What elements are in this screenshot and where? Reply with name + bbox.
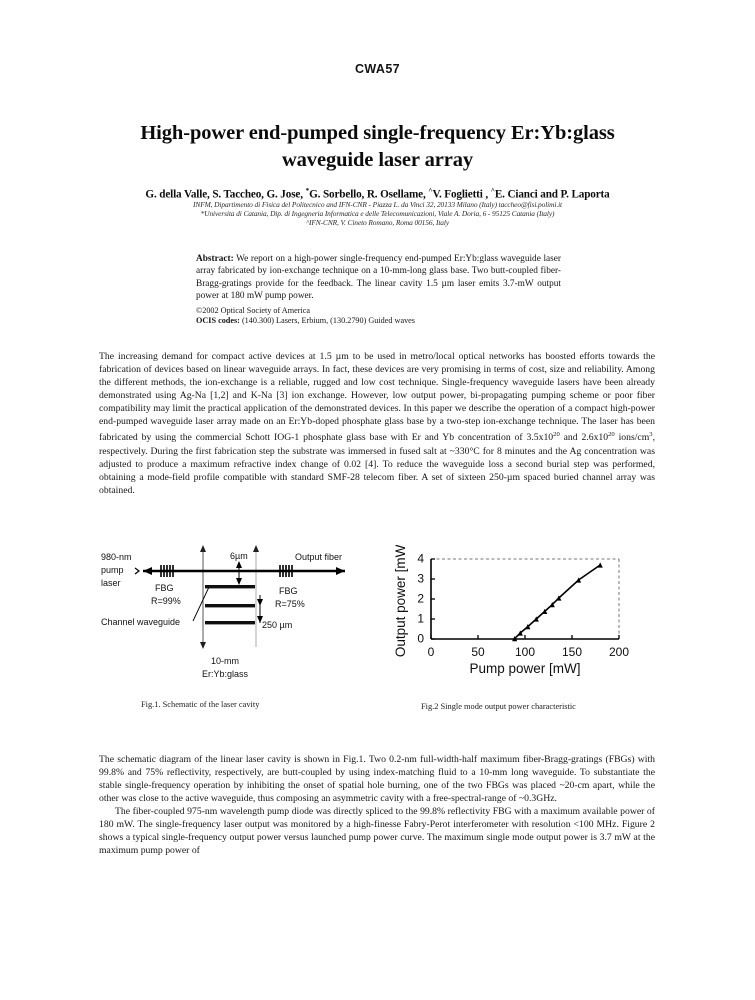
ocis-text: (140.300) Lasers, Erbium, (130.2790) Guided waves — [241, 316, 415, 326]
fig1-label-core-dim: 6µm — [230, 551, 248, 561]
fig1-label-output-fiber: Output fiber — [295, 552, 343, 562]
fig1-label-fbg-right-r: R=75% — [275, 599, 305, 609]
chart-xlabel: Pump power [mW] — [469, 661, 581, 676]
p1-part-b: and 2.6x10 — [559, 432, 609, 444]
fig1-label-base-material: Er:Yb:glass — [202, 669, 249, 679]
p1-part-d: , respectively. During the first fabrication step the substrate was immersed in fused salt at ~330°C for 8 minutes and the Ag concentration was adjusted to produce a maximum refractive index change of 0.02 [4]. To reduce the waveguide loss a second burial step was performed, obtaining a mode-field profile compatible with standard SMF-28 telecom fiber. A set of sixteen 250-µm spaced buried channel array was obtained. — [99, 432, 655, 496]
p1-sup-2: 20 — [608, 431, 615, 439]
fig1-label-base-length: 10-mm — [211, 656, 240, 666]
paragraph-3: The fiber-coupled 975-nm wavelength pump diode was directly spliced to the 99.8% reflectivity FBG with a maximum available power of 180 mW. The single-frequency laser output was monitored by a high-finesse Fabry-Perot interferometer with resolution <100 MHz. Figure 2 shows a typical single-frequency output power versus launched pump power curve. The maximum single mode output power is 3.7 mW at the maximum pump power of — [99, 806, 655, 857]
affiliation-1: INFM, Dipartimento di Fisica del Politecnico and IFN-CNR - Piazza L. da Vinci 32, 20133 Milano (Italy) taccheo@fisi.polimi.it — [193, 200, 562, 209]
chart-ytick-0: 0 — [417, 631, 424, 646]
chart-ytick-4: 4 — [417, 551, 424, 566]
affiliation-3: ^IFN-CNR, V. Cineto Romano, Roma 00156, Italy — [306, 218, 449, 228]
body-text-bottom — [99, 753, 655, 857]
affiliation-2: *Universita di Catania, Dip. di Ingegneria Informatica e delle Telecomunicazioni, Viale A. Doria, 6 - 95125 Catania (Italy) — [200, 209, 555, 219]
figures-row — [99, 543, 655, 723]
fig1-label-pump-980: 980-nm — [101, 552, 132, 562]
p1-sup-3: 3 — [649, 431, 653, 439]
figure-1-caption: Fig.1. Schematic of the laser cavity — [141, 700, 260, 709]
fig1-label-laser: laser — [101, 578, 121, 588]
chart-series-group — [512, 562, 603, 641]
chart-ylabel: Output power [mW] — [393, 545, 408, 658]
figure-2-chart — [391, 545, 655, 693]
chart-xtick-100: 100 — [514, 645, 536, 659]
copyright-line: ©2002 Optical Society of America — [196, 305, 310, 315]
figure-1 — [99, 543, 389, 693]
p1-part-c: ions/cm — [614, 432, 650, 444]
affiliation-list — [70, 200, 685, 227]
chart-xtick-150: 150 — [561, 645, 583, 659]
abstract-meta — [196, 306, 561, 327]
running-head: CWA57 — [354, 62, 401, 76]
author-list: G. della Valle, S. Taccheo, G. Jose, *G. Sorbello, R. Osellame, ^V. Foglietti , ^E. Cianci and P. Laporta — [145, 186, 610, 201]
body-text-top — [99, 350, 655, 497]
title-line-2: waveguide laser array — [281, 149, 474, 171]
p1-sup-1: 20 — [553, 431, 560, 439]
abstract-label: Abstract: — [196, 254, 234, 264]
abstract-body — [196, 253, 561, 303]
figure-2-caption: Fig.2 Single mode output power characteristic — [421, 702, 576, 711]
fig1-label-fbg-right: FBG — [279, 586, 298, 596]
p1-part-a: The increasing demand for compact active devices at 1.5 µm to be used in metro/local optical networks has boosted efforts towards the fabrication of devices based on linear waveguide arrays. In fact, these devices are very promising in terms of cost, size and reliability. Among the different methods, the ion-exchange is a reliable, rugged and low cost technique. Single-frequency waveguide lasers have been already demonstrated using Ag-Na [1,2] and K-Na [3] ion exchange. However, low output power, bi-propagating pumping scheme or poor fiber compatibility may limit the practical application of the demonstrated devices. In this paper we describe the operation of a compact high-power end-pumped waveguide laser array made on an Er:Yb-doped phosphate glass base by a two-step ion-exchange technique. The laser has been fabricated by using the commercial Schott IOG-1 phosphate glass base with Er and Yb concentration of 3.5x10 — [99, 351, 655, 444]
chart-ytick-3: 3 — [417, 571, 424, 586]
chart-ytick-2: 2 — [417, 591, 424, 606]
chart-xtick-200: 200 — [608, 645, 630, 659]
paragraph-1 — [99, 350, 655, 497]
fig1-label-fbg-left: FBG — [155, 583, 174, 593]
paragraph-2: The schematic diagram of the linear laser cavity is shown in Fig.1. Two 0.2-nm full-width-half maximum fiber-Bragg-gratings (FBGs) with 99.8% and 75% reflectivity, respectively, are butt-coupled by using index-matching fluid to a 10-mm long waveguide. To substantiate the stable single-frequency operation by inhibiting the onset of spatial hole burning, one of the two FBGs was placed ~20-cm apart, while the other was close to the active waveguide, thus composing an asymmetric cavity with a free-spectral-range of ~0.3GHz. — [99, 754, 655, 805]
abstract-text: We report on a high-power single-frequency end-pumped Er:Yb:glass waveguide laser array fabricated by ion-exchange technique on a 10-mm-long glass base. Two butt-coupled fiber-Bragg-gratings provide for the feedback. The linear cavity 1.5 µm laser emits 3.7-mW output power at 180 mW pump power. — [196, 254, 561, 302]
ocis-label: OCIS codes: — [196, 316, 240, 326]
ocis-line — [196, 316, 561, 327]
chart-xtick-0: 0 — [427, 645, 435, 659]
title-line-1: High-power end-pumped single-frequency Er:Yb:glass — [140, 122, 615, 144]
chart-xtick-50: 50 — [471, 645, 485, 659]
fig1-label-pitch: 250 µm — [262, 620, 293, 630]
figure-2 — [391, 545, 655, 693]
chart-data-point — [598, 562, 603, 567]
fig1-label-pump: pump — [101, 565, 124, 575]
chart-ytick-1: 1 — [417, 611, 424, 626]
abstract-block — [196, 253, 561, 327]
fig1-label-fbg-left-r: R=99% — [151, 596, 181, 606]
page-title — [100, 120, 655, 174]
figure-1-schematic — [99, 543, 389, 693]
fig1-label-channel-waveguide: Channel waveguide — [101, 617, 181, 627]
